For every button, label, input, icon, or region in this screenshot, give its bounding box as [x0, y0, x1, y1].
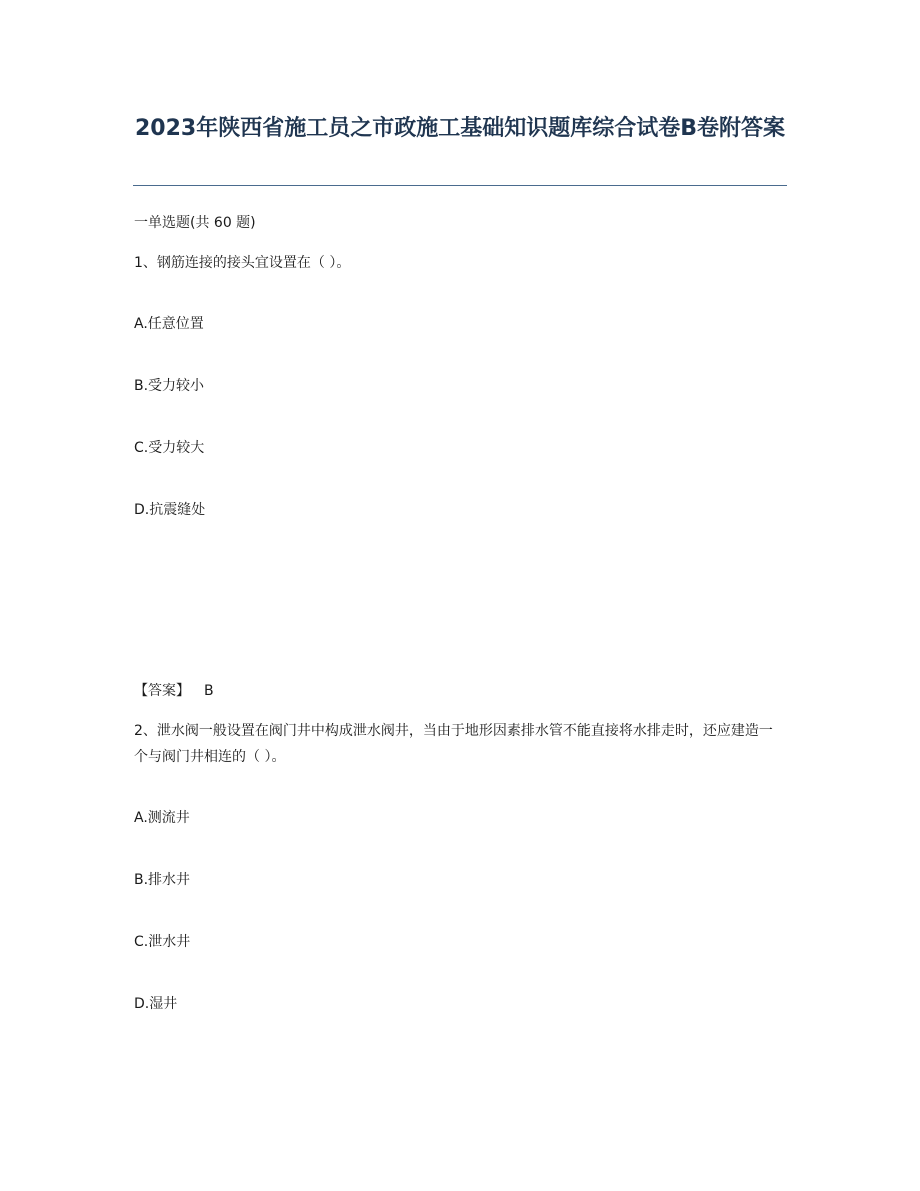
question-2-option-a: A.测流井: [134, 810, 190, 826]
question-1-option-c: C.受力较大: [134, 440, 205, 456]
question-1-option-b: B.受力较小: [134, 378, 205, 394]
question-1-option-d: D.抗震缝处: [134, 502, 206, 518]
question-1-answer: [134, 679, 214, 703]
question-1-stem: 1、钢筋连接的接头宜设置在（ ）。: [134, 255, 351, 271]
answer-value: B: [204, 683, 214, 699]
question-1-option-a: A.任意位置: [134, 316, 204, 332]
title-divider: [133, 185, 787, 186]
question-2-option-b: B.排水井: [134, 872, 191, 888]
question-2-option-c: C.泄水井: [134, 934, 191, 950]
question-2-option-d: D.湿井: [134, 996, 178, 1012]
document-title: 2023年陕西省施工员之市政施工基础知识题库综合试卷B卷附答案: [134, 116, 785, 141]
section-heading: 一单选题(共 60 题): [134, 215, 256, 231]
answer-label: 【答案】: [134, 683, 190, 699]
question-2-stem: 2、泄水阀一般设置在阀门井中构成泄水阀井，当由于地形因素排水管不能直接将水排走时，还应建造一个与阀门井相连的（ ）。: [134, 723, 773, 765]
